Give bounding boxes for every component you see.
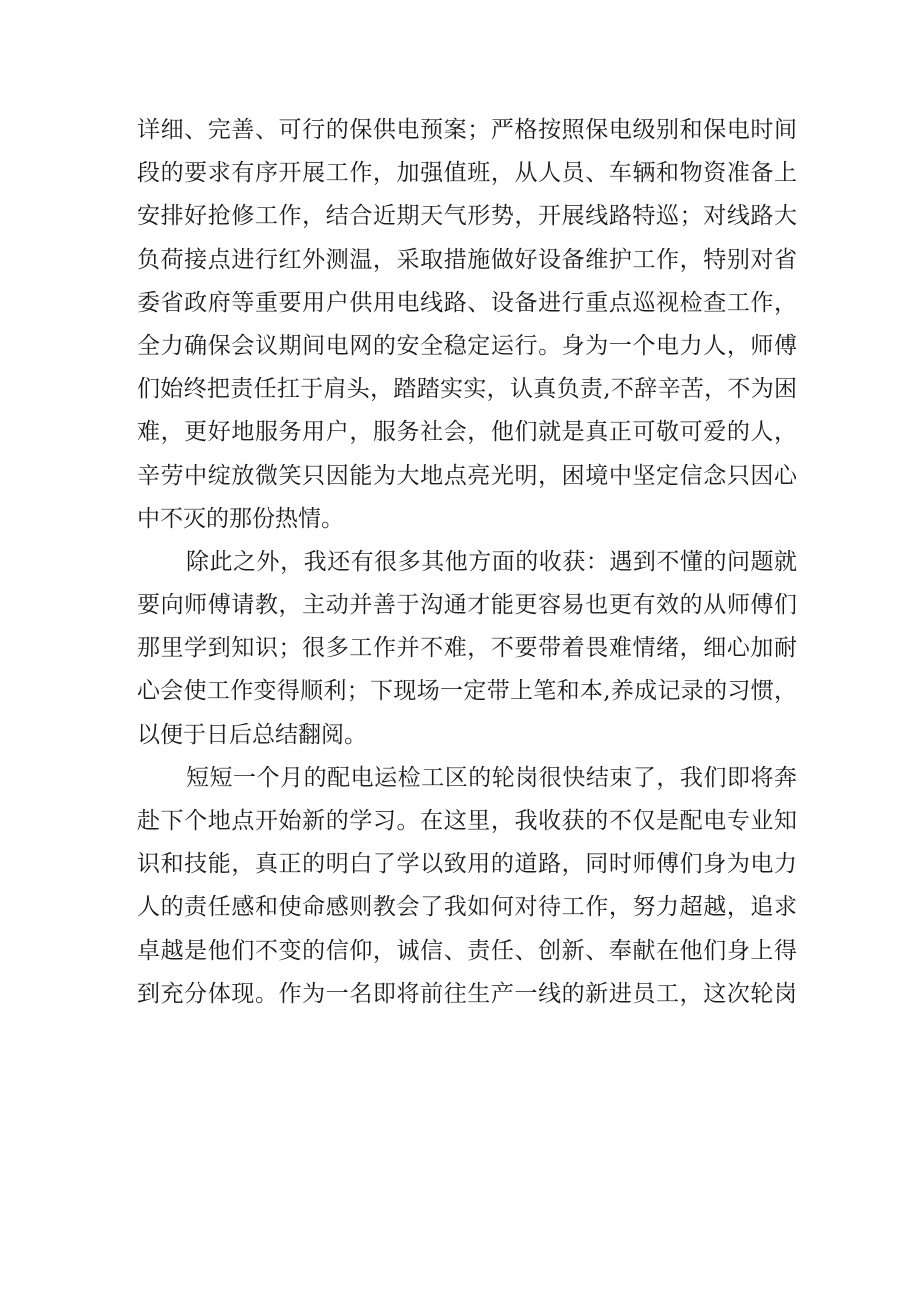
text-line: 除此之外，我还有很多其他方面的收获：遇到不懂的问题就: [186, 548, 797, 575]
text-line: 安排好抢修工作，结合近期天气形势，开展线路特巡；对线路大: [137, 203, 797, 230]
text-line: 详细、完善、可行的保供电预案；严格按照保电级别和保电时间: [137, 117, 797, 143]
text-line: 要向师傅请教，主动并善于沟通才能更容易也更有效的从师傅们: [137, 592, 797, 619]
text-line: 识和技能，真正的明白了学以致用的道路，同时师傅们身为电力: [137, 851, 797, 878]
text-line: 委省政府等重要用户供用电线路、设备进行重点巡视检查工作，: [137, 289, 797, 316]
text-line: 辛劳中绽放微笑只因能为大地点亮光明，困境中坚定信念只因心: [137, 462, 797, 489]
text-line: 中不灭的那份热情。: [137, 505, 344, 532]
text-line: 负荷接点进行红外测温，采取措施做好设备维护工作，特别对省: [137, 246, 797, 273]
paragraph-3: [137, 757, 797, 1016]
text-line: 心会使工作变得顺利；下现场一定带上笔和本,养成记录的习惯，: [137, 678, 797, 705]
text-line: 卓越是他们不变的信仰，诚信、责任、创新、奉献在他们身上得: [137, 937, 797, 964]
text-line: 全力确保会议期间电网的安全稳定运行。身为一个电力人，师傅: [137, 332, 797, 359]
paragraph-1: [137, 109, 797, 541]
text-line: 赴下个地点开始新的学习。在这里，我收获的不仅是配电专业知: [137, 808, 797, 834]
text-line: 人的责任感和使命感则教会了我如何对待工作，努力超越，追求: [137, 894, 797, 921]
text-line: 那里学到知识；很多工作并不难，不要带着畏难情绪，细心加耐: [137, 635, 797, 662]
text-line: 难，更好地服务用户，服务社会，他们就是真正可敬可爱的人，: [137, 419, 797, 446]
text-line: 到充分体现。作为一名即将前往生产一线的新进员工，这次轮岗: [137, 980, 797, 1007]
text-line: 以便于日后总结翻阅。: [137, 721, 367, 748]
text-line: 段的要求有序开展工作，加强值班，从人员、车辆和物资准备上: [137, 160, 797, 187]
body-text: [137, 109, 797, 1016]
text-line: 短短一个月的配电运检工区的轮岗很快结束了，我们即将奔: [186, 764, 797, 791]
text-line: 们始终把责任扛于肩头，踏踏实实，认真负责,不辞辛苦，不为困: [137, 376, 797, 403]
paragraph-2: [137, 541, 797, 757]
